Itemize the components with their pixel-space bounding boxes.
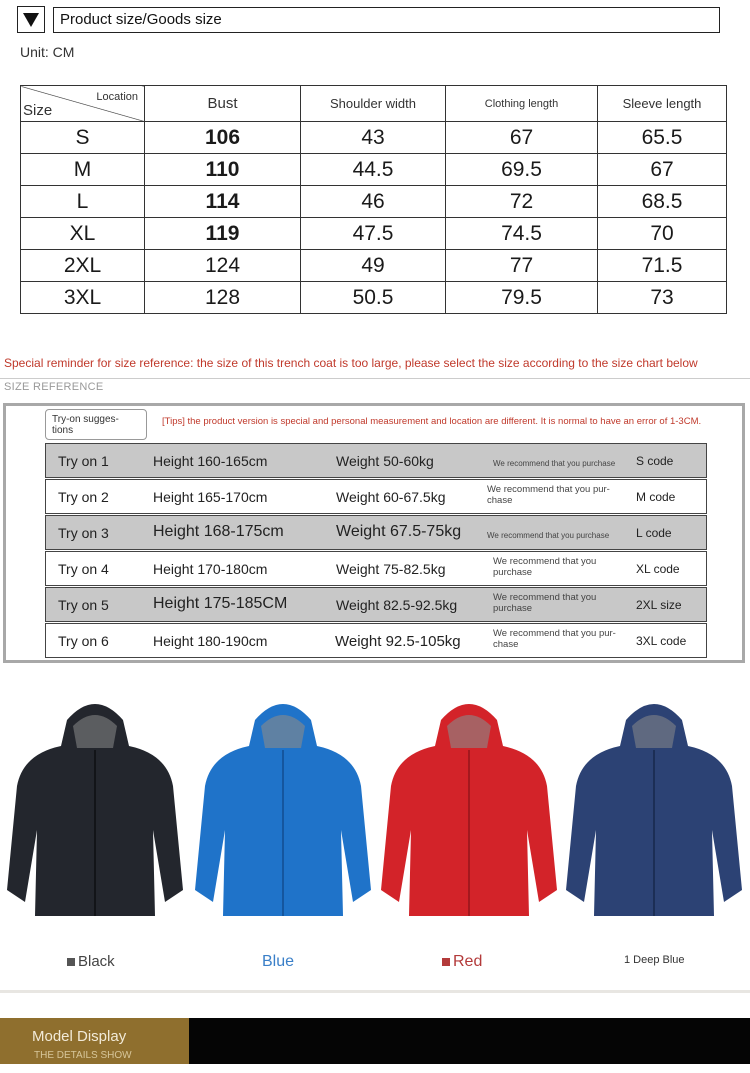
color-swatch-icon <box>67 958 75 966</box>
table-cell: 124 <box>145 250 301 282</box>
color-label-black <box>67 953 115 970</box>
size-reference-label: SIZE REFERENCE <box>4 381 104 393</box>
table-cell: 43 <box>301 122 446 154</box>
weight-range: Weight 82.5-92.5kg <box>336 597 458 613</box>
table-row <box>21 154 727 186</box>
recommended-size: S code <box>636 454 674 468</box>
table-row <box>21 218 727 250</box>
color-label-deep-blue: 1 Deep Blue <box>624 954 685 966</box>
table-cell: 71.5 <box>598 250 727 282</box>
weight-range: Weight 67.5-75kg <box>336 523 462 540</box>
column-header: Bust <box>145 86 301 122</box>
try-on-label: Try on 3 <box>58 525 109 541</box>
weight-range: Weight 75-82.5kg <box>336 561 446 577</box>
table-cell: 69.5 <box>446 154 598 186</box>
try-on-row <box>45 515 707 550</box>
banner-subtitle: THE DETAILS SHOW <box>34 1050 132 1061</box>
table-row <box>21 122 727 154</box>
table-cell: M <box>21 154 145 186</box>
table-corner-cell <box>21 86 145 122</box>
table-cell: 106 <box>145 122 301 154</box>
table-cell: 44.5 <box>301 154 446 186</box>
corner-size-label: Size <box>23 102 53 119</box>
table-cell: 67 <box>598 154 727 186</box>
table-cell: 3XL <box>21 282 145 314</box>
height-range: Height 168-175cm <box>153 523 284 540</box>
table-cell: L <box>21 186 145 218</box>
try-on-label: Try on 5 <box>58 597 109 613</box>
jacket-red-image <box>381 690 557 930</box>
table-header-row <box>21 86 727 122</box>
color-label-red <box>442 953 482 971</box>
weight-range: Weight 50-60kg <box>336 453 434 469</box>
recommend-text: We recommend that you purchase <box>493 592 597 614</box>
table-cell: XL <box>21 218 145 250</box>
table-cell: 67 <box>446 122 598 154</box>
table-row <box>21 250 727 282</box>
height-range: Height 175-185CM <box>153 595 288 612</box>
recommended-size: 2XL size <box>636 598 682 612</box>
try-on-row <box>45 587 707 622</box>
column-header: Shoulder width <box>301 86 446 122</box>
try-on-label: Try on 2 <box>58 489 109 505</box>
column-header: Clothing length <box>446 86 598 122</box>
section-title: Product size/Goods size <box>53 7 720 33</box>
color-name: Red <box>453 953 483 970</box>
table-cell: 72 <box>446 186 598 218</box>
try-on-label: Try on 6 <box>58 633 109 649</box>
size-chart-table <box>20 85 727 314</box>
table-cell: 49 <box>301 250 446 282</box>
recommended-size: M code <box>636 490 676 504</box>
color-swatch-icon <box>442 958 450 966</box>
table-cell: S <box>21 122 145 154</box>
dropdown-triangle-icon <box>17 6 45 33</box>
try-on-label: Try on 1 <box>58 453 109 469</box>
height-range: Height 170-180cm <box>153 561 268 577</box>
recommend-text: We recommend that you purchase <box>493 556 597 578</box>
try-on-row <box>45 623 707 658</box>
color-name: Black <box>78 953 115 970</box>
table-row <box>21 186 727 218</box>
table-cell: 2XL <box>21 250 145 282</box>
size-reminder-text: Special reminder for size reference: the size of this trench coat is too large, please select the size according to the size chart below <box>4 356 698 370</box>
table-cell: 77 <box>446 250 598 282</box>
try-on-row <box>45 479 707 514</box>
table-cell: 70 <box>598 218 727 250</box>
height-range: Height 160-165cm <box>153 453 268 469</box>
unit-label: Unit: CM <box>20 44 75 60</box>
divider <box>0 378 750 379</box>
table-cell: 110 <box>145 154 301 186</box>
table-cell: 47.5 <box>301 218 446 250</box>
try-on-label: Try on 4 <box>58 561 109 577</box>
column-header: Sleeve length <box>598 86 727 122</box>
recommend-text: We recommend that you pur- chase <box>493 628 616 650</box>
table-cell: 128 <box>145 282 301 314</box>
table-cell: 119 <box>145 218 301 250</box>
recommended-size: XL code <box>636 562 680 576</box>
table-cell: 73 <box>598 282 727 314</box>
recommended-size: 3XL code <box>636 634 687 648</box>
table-cell: 79.5 <box>446 282 598 314</box>
try-on-tab: Try-on sugges- tions <box>45 409 147 440</box>
banner-background <box>189 1018 750 1064</box>
table-cell: 46 <box>301 186 446 218</box>
recommend-text: We recommend that you pur- chase <box>487 484 610 506</box>
weight-range: Weight 60-67.5kg <box>336 489 446 505</box>
jacket-deep-blue-image <box>566 690 742 930</box>
banner-title: Model Display <box>32 1028 127 1045</box>
color-label-blue: Blue <box>262 953 295 970</box>
recommend-text: We recommend that you purchase <box>487 531 610 540</box>
jacket-blue-image <box>195 690 371 930</box>
table-cell: 65.5 <box>598 122 727 154</box>
tips-text: [Tips] the product version is special and personal measurement and location are different. It is normal to have an error of 1-3CM. <box>162 416 702 427</box>
table-row <box>21 282 727 314</box>
table-cell: 114 <box>145 186 301 218</box>
table-cell: 68.5 <box>598 186 727 218</box>
try-on-row <box>45 551 707 586</box>
recommended-size: L code <box>636 526 672 540</box>
recommend-text: We recommend that you purchase <box>493 459 616 468</box>
divider <box>0 990 750 993</box>
height-range: Height 180-190cm <box>153 633 268 649</box>
table-cell: 74.5 <box>446 218 598 250</box>
try-on-row <box>45 443 707 478</box>
table-cell: 50.5 <box>301 282 446 314</box>
weight-range: Weight 92.5-105kg <box>335 633 461 650</box>
jacket-black-image <box>7 690 183 930</box>
height-range: Height 165-170cm <box>153 489 268 505</box>
corner-location-label: Location <box>96 91 138 103</box>
